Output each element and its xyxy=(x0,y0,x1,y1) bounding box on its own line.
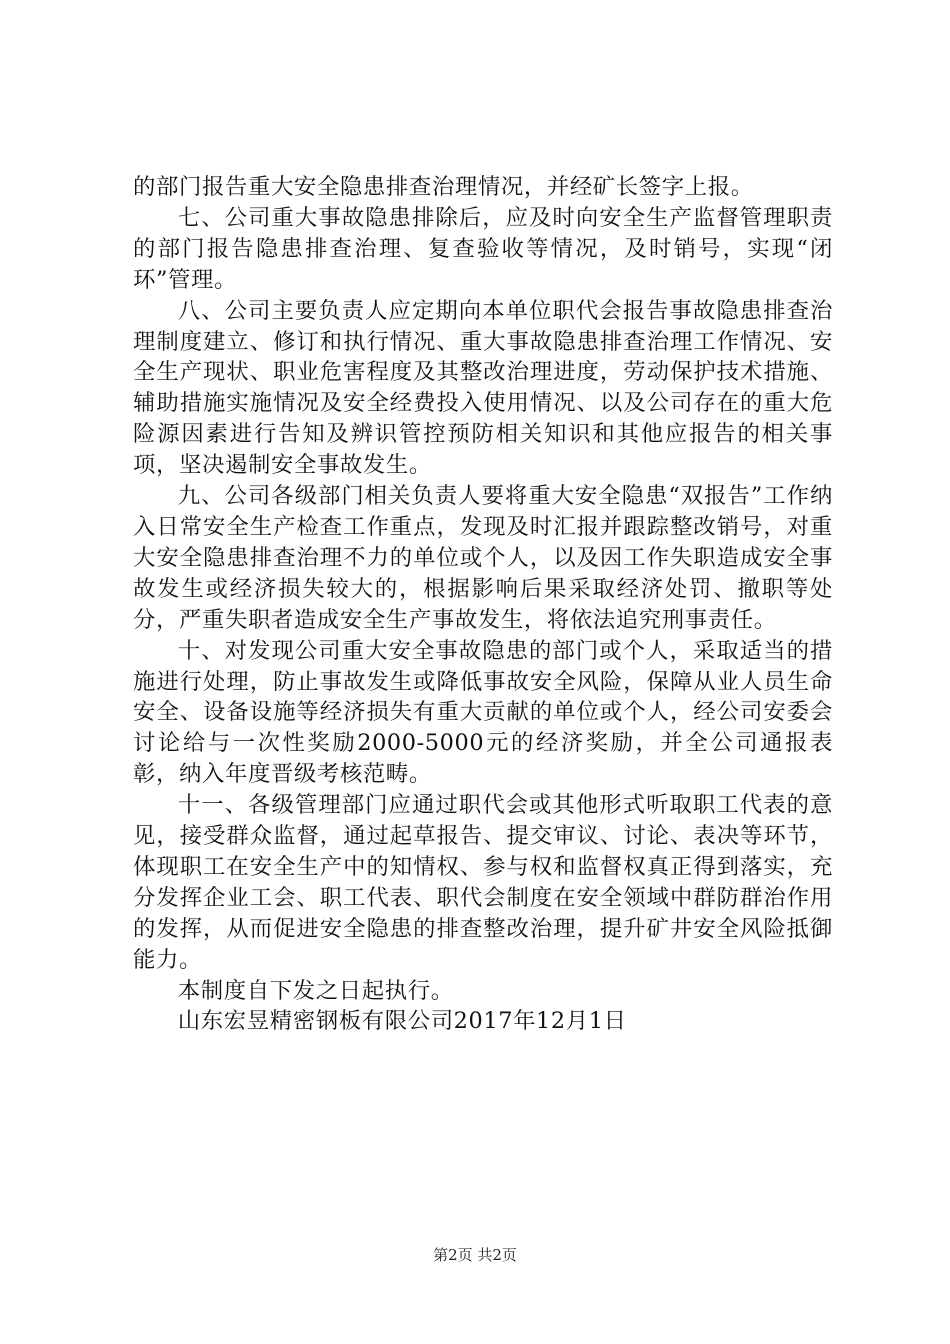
paragraph-item-9: 九、公司各级部门相关负责人要将重大安全隐患“双报告”工作纳入日常安全生产检查工作重点，发现及时汇报并跟踪整改销号，对重大安全隐患排查治理不力的单位或个人，以及因工作失职造成安全事故发生或经济损失较大的，根据影响后果采取经济处罚、撤职等处分，严重失职者造成安全生产事故发生，将依法追究刑事责任。 xyxy=(133,483,833,633)
paragraph-item-11: 十一、各级管理部门应通过职代会或其他形式听取职工代表的意见，接受群众监督，通过起草报告、提交审议、讨论、表决等环节，体现职工在安全生产中的知情权、参与权和监督权真正得到落实，充分发挥企业工会、职工代表、职代会制度在安全领域中群防群治作用的发挥，从而促进安全隐患的排查整改治理，提升矿井安全风险抵御能力。 xyxy=(133,792,833,973)
signature-line: 山东宏昱精密钢板有限公司2017年12月1日 xyxy=(177,1008,627,1035)
effective-statement: 本制度自下发之日起执行。 xyxy=(177,977,454,1004)
paragraph-item-7: 七、公司重大事故隐患排除后，应及时向安全生产监督管理职责的部门报告隐患排查治理、复查验收等情况，及时销号，实现“闭环”管理。 xyxy=(133,204,833,293)
paragraph-item-8: 八、公司主要负责人应定期向本单位职代会报告事故隐患排查治理制度建立、修订和执行情况、重大事故隐患排查治理工作情况、安全生产现状、职业危害程度及其整改治理进度，劳动保护技术措施、辅助措施实施情况及安全经费投入使用情况、以及公司存在的重大危险源因素进行告知及辨识管控预防相关知识和其他应报告的相关事项，坚决遏制安全事故发生。 xyxy=(133,297,833,479)
paragraph-continuation: 的部门报告重大安全隐患排查治理情况，并经矿长签字上报。 xyxy=(133,174,754,200)
paragraph-item-10: 十、对发现公司重大安全事故隐患的部门或个人，采取适当的措施进行处理，防止事故发生或降低事故安全风险，保障从业人员生命安全、设备设施等经济损失有重大贡献的单位或个人，经公司安委会讨论给与一次性奖励2000-5000元的经济奖励，并全公司通报表彰，纳入年度晋级考核范畴。 xyxy=(133,637,833,788)
document-body xyxy=(133,172,833,1037)
page-number-footer: 第2页 共2页 xyxy=(433,1246,517,1264)
